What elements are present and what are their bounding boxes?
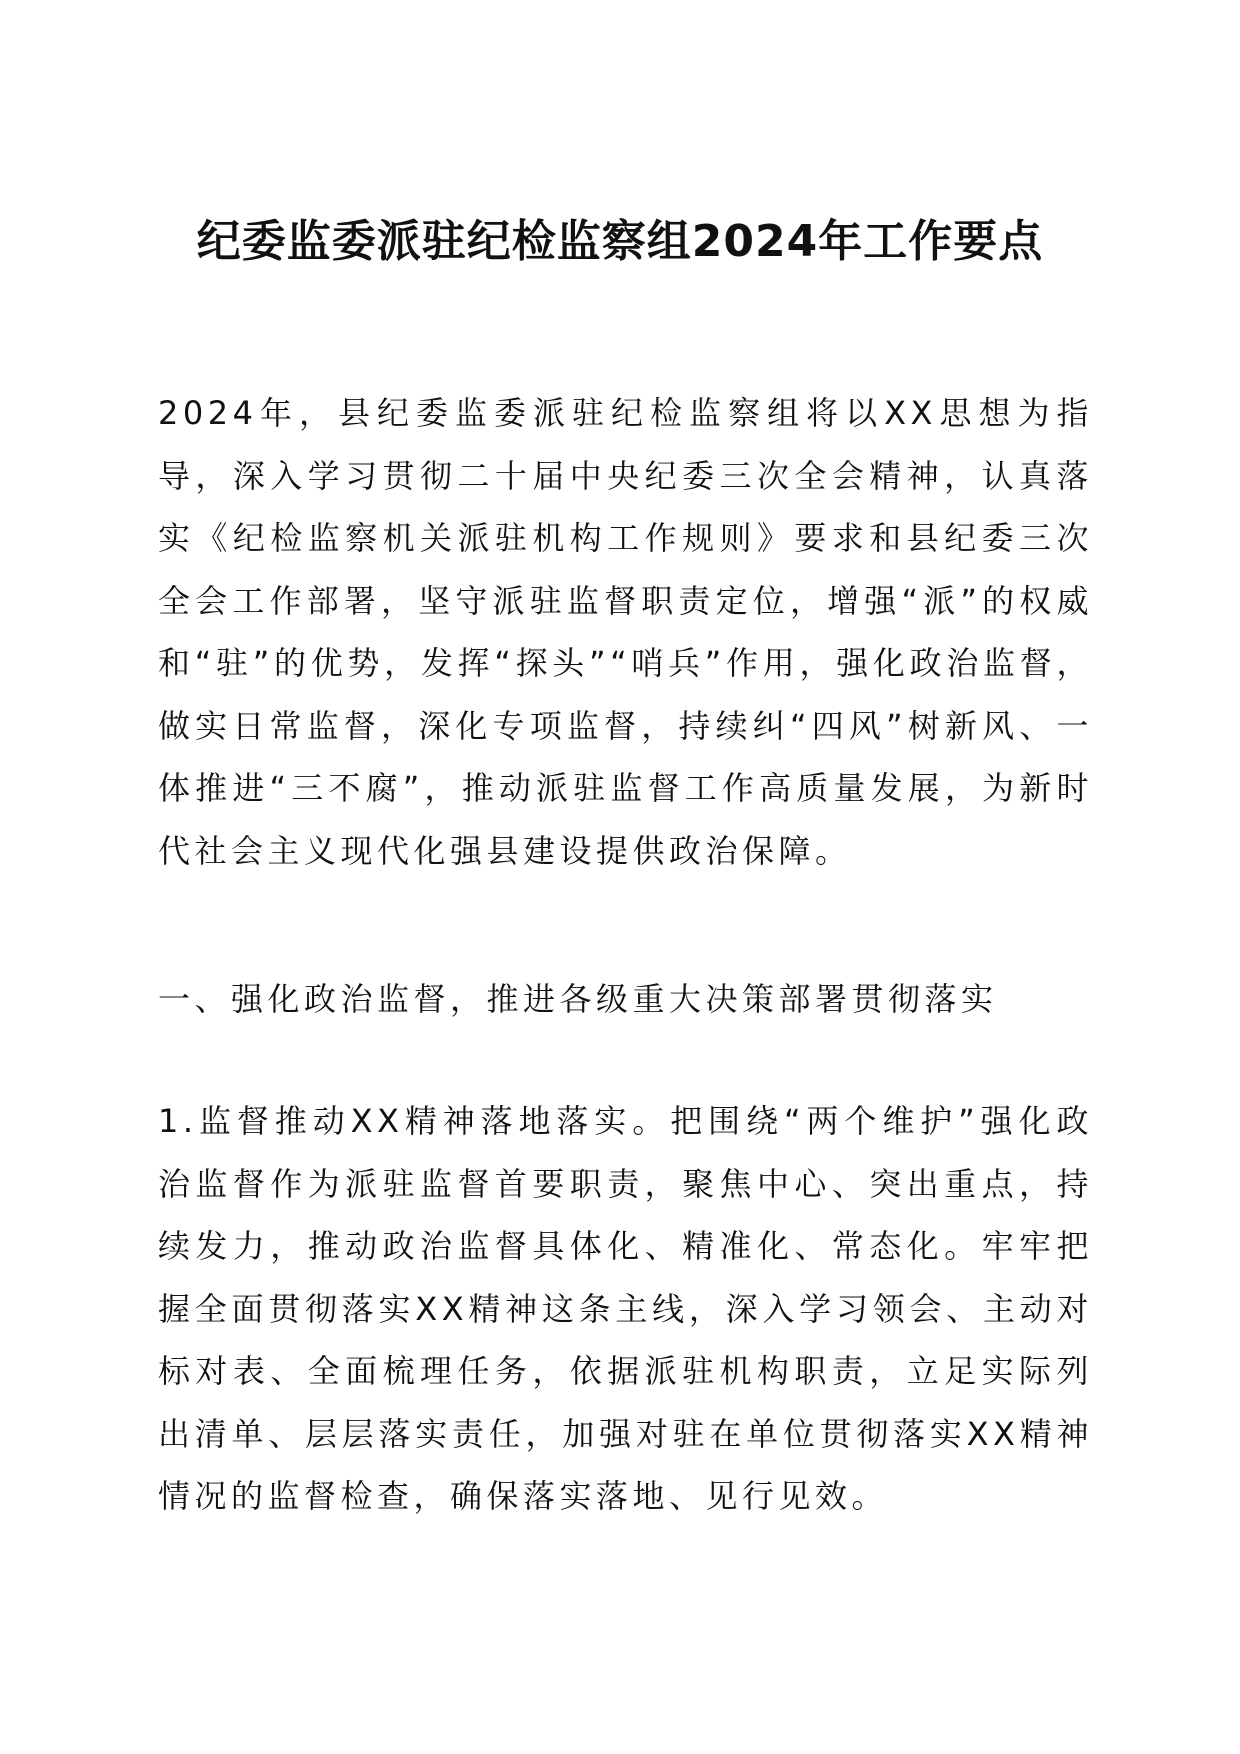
section-heading: 一、强化政治监督，推进各级重大决策部署贯彻落实: [158, 980, 998, 1018]
document-title: 纪委监委派驻纪检监察组2024年工作要点: [196, 216, 1044, 267]
section-item-paragraph: 1.监督推动XX精神落地落实。把围绕“两个维护”强化政治监督作为派驻监督首要职责，聚焦中心、突出重点，持续发力，推动政治监督具体化、精准化、常态化。牢牢把握全面贯彻落实XX精神这条主线，深入学习领会、主动对标对表、全面梳理任务，依据派驻机构职责，立足实际列出清单、层层落实责任，加强对驻在单位贯彻落实XX精神情况的监督检查，确保落实落地、见行见效。: [158, 1102, 1093, 1515]
intro-paragraph: 2024年，县纪委监委派驻纪检监察组将以XX思想为指导，深入学习贯彻二十届中央纪委三次全会精神，认真落实《纪检监察机关派驻机构工作规则》要求和县纪委三次全会工作部署，坚守派驻监督职责定位，增强“派”的权威和“驻”的优势，发挥“探头”“哨兵”作用，强化政治监督，做实日常监督，深化专项监督，持续纠“四风”树新风、一体推进“三不腐”，推动派驻监督工作高质量发展，为新时代社会主义现代化强县建设提供政治保障。: [158, 394, 1093, 870]
